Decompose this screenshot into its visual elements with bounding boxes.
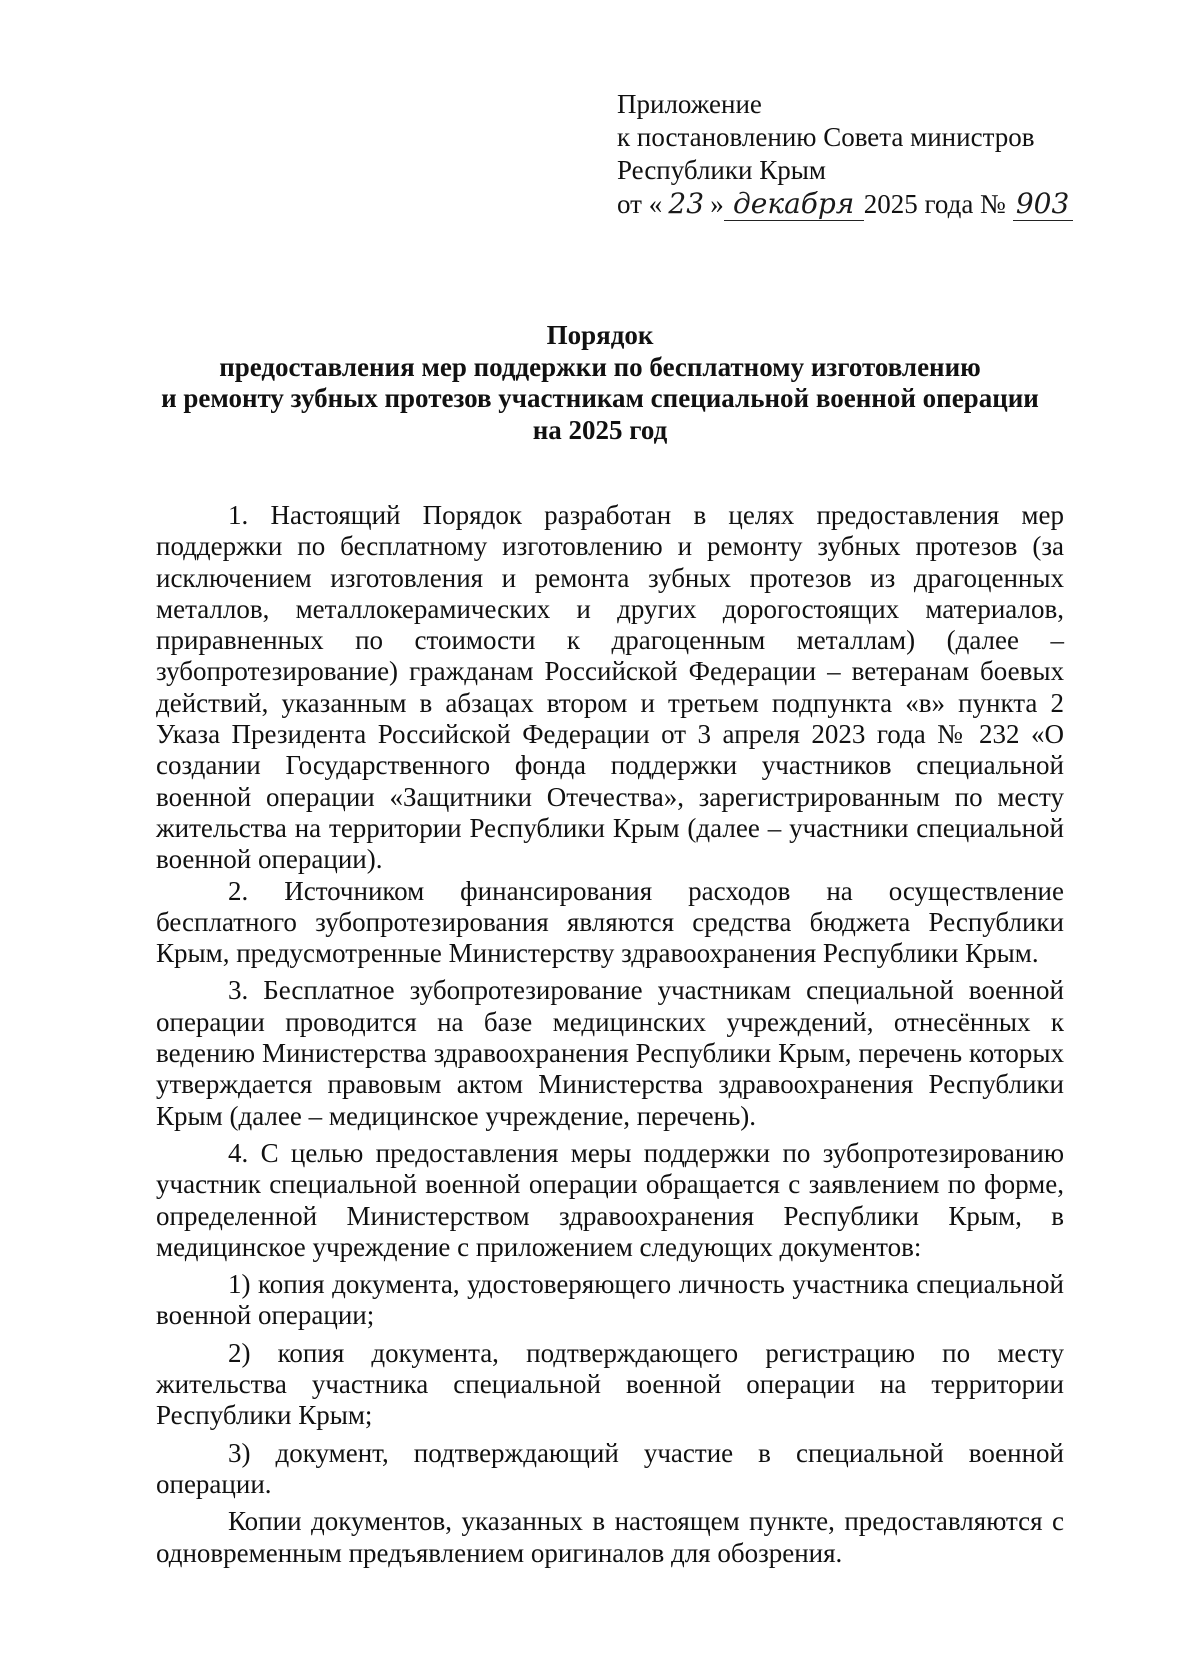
paragraph-3: 3. Бесплатное зубопротезирование участникам специальной военной операции проводится на базе медицинских учреждений, отнесённых к ведению Министерства здравоохранения Республики Крым, перечень которых утверждается правовым актом Министерства здравоохранения Республики Крым (далее – медицинское учреждение, перечень). (156, 975, 1064, 1131)
date-day-handwritten: 23 (668, 187, 705, 220)
title-line-4: на 2025 год (532, 414, 668, 445)
date-suffix: 2025 года № (863, 189, 1006, 219)
paragraph-4-item-2: 2) копия документа, подтверждающего регистрацию по месту жительства участника специальной военной операции на территории Республики Крым; (156, 1337, 1064, 1431)
appendix-line-3: Республики Крым (617, 155, 826, 185)
paragraph-4: 4. С целью предоставления меры поддержки по зубопротезированию участник специальной военной операции обращается с заявлением по форме, определенной Министерством здравоохранения Республики Крым, в медицинское учреждение с приложением следующих документов: (156, 1137, 1064, 1262)
appendix-header (617, 88, 1137, 221)
paragraph-4-item-3: 3) документ, подтверждающий участие в специальной военной операции. (156, 1437, 1064, 1499)
title-line-2: предоставления мер поддержки по бесплатному изготовлению (219, 351, 981, 382)
paragraph-4-note: Копии документов, указанных в настоящем пункте, предоставляются с одновременным предъявлением оригиналов для обозрения. (156, 1506, 1064, 1568)
appendix-line-1: Приложение (617, 89, 762, 119)
title-line-1: Порядок (546, 320, 654, 350)
appendix-line-2: к постановлению Совета министров (617, 122, 1035, 152)
document-body (156, 500, 1064, 1569)
appendix-date-line (617, 187, 1137, 221)
decree-number-handwritten: 903 (1013, 187, 1073, 221)
date-prefix: от « (617, 189, 663, 219)
date-month-handwritten: декабря (724, 187, 864, 221)
paragraph-1: 1. Настоящий Порядок разработан в целях предоставления мер поддержки по бесплатному изготовлению и ремонту зубных протезов (за исключением изготовления и ремонта зубных протезов из драгоценных металлов, металлокерамических и других дорогостоящих материалов, приравненных по стоимости к драгоценным металлам) (далее – зубопротезирование) гражданам Российской Федерации – ветеранам боевых действий, указанным в абзацах втором и третьем подпункта «в» пункта 2 Указа Президента Российской Федерации от 3 апреля 2023 года № 232 «О создании Государственного фонда поддержки участников специальной военной операции «Защитники Отечества», зарегистрированным по месту жительства на территории Республики Крым (далее – участники специальной военной операции). (156, 500, 1064, 875)
paragraph-2: 2. Источником финансирования расходов на осуществление бесплатного зубопротезирования являются средства бюджета Республики Крым, предусмотренные Министерству здравоохранения Республики Крым. (156, 875, 1064, 969)
date-mid: » (710, 189, 724, 219)
title-line-3: и ремонту зубных протезов участникам специальной военной операции (161, 383, 1039, 413)
paragraph-4-item-1: 1) копия документа, удостоверяющего личность участника специальной военной операции; (156, 1269, 1064, 1331)
document-title (100, 320, 1100, 446)
